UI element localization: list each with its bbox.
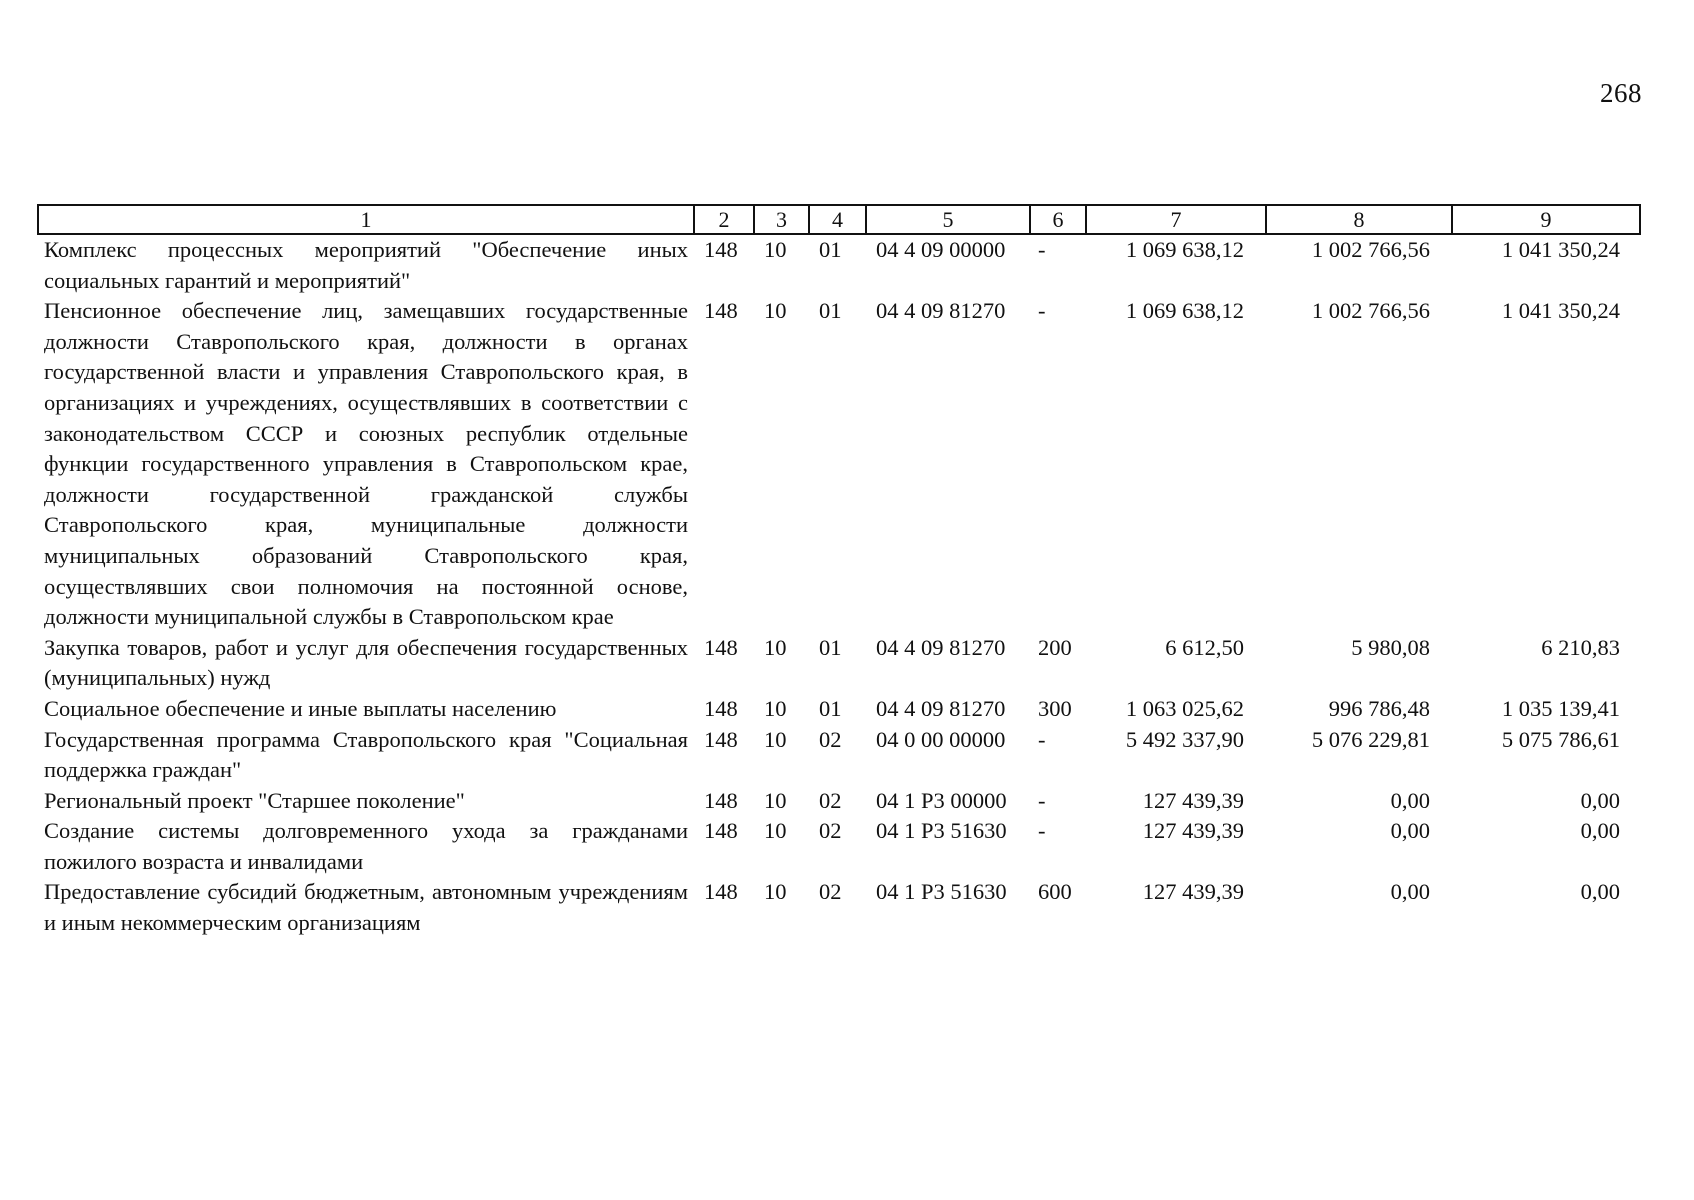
cell-target-code: 04 1 Р3 51630 <box>876 879 1007 905</box>
cell-expense-type: - <box>1038 237 1046 262</box>
cell-subsection-code: 02 <box>819 787 842 813</box>
cell-section-code: 10 <box>764 695 787 721</box>
cell-amount-col8: 0,00 <box>1390 818 1430 844</box>
cell-expense-type: 200 <box>1038 634 1072 660</box>
table-row <box>38 296 1640 633</box>
header-cell: 2 <box>694 205 754 234</box>
cell-section-code: 10 <box>764 726 787 752</box>
cell-amount-col9: 1 035 139,41 <box>1501 695 1620 721</box>
cell-expense-type: 600 <box>1038 879 1072 905</box>
cell-target-code: 04 0 00 00000 <box>876 726 1006 752</box>
cell-amount-col9: 0,00 <box>1580 787 1620 813</box>
header-cell: 7 <box>1086 205 1266 234</box>
cell-amount-col7: 1 063 025,62 <box>1125 695 1244 721</box>
table-body <box>38 234 1640 939</box>
row-name: Создание системы долговременного ухода за гражданами пожилого возраста и инвалидами <box>44 818 688 874</box>
cell-amount-col8: 5 076 229,81 <box>1311 726 1430 752</box>
header-cell: 5 <box>866 205 1030 234</box>
cell-ministry-code: 148 <box>704 237 738 262</box>
cell-subsection-code: 02 <box>819 818 842 844</box>
row-name: Комплекс процессных мероприятий "Обеспечение иных социальных гарантий и мероприятий" <box>44 237 688 293</box>
row-name: Государственная программа Ставропольского края "Социальная поддержка граждан" <box>44 726 688 783</box>
header-cell: 6 <box>1030 205 1086 234</box>
table-row <box>38 877 1640 938</box>
cell-amount-col7: 5 492 337,90 <box>1125 726 1244 752</box>
cell-amount-col7: 1 069 638,12 <box>1125 298 1244 324</box>
cell-ministry-code: 148 <box>704 634 738 660</box>
cell-expense-type: - <box>1038 787 1046 813</box>
cell-section-code: 10 <box>764 818 787 844</box>
cell-amount-col7: 127 439,39 <box>1142 879 1244 905</box>
cell-ministry-code: 148 <box>704 879 738 905</box>
cell-amount-col8: 1 002 766,56 <box>1311 298 1430 324</box>
cell-amount-col8: 0,00 <box>1390 879 1430 905</box>
cell-subsection-code: 01 <box>819 695 842 721</box>
cell-target-code: 04 4 09 81270 <box>876 298 1006 324</box>
table-row <box>38 633 1640 694</box>
cell-section-code: 10 <box>764 879 787 905</box>
cell-subsection-code: 02 <box>819 879 842 905</box>
cell-amount-col7: 127 439,39 <box>1142 787 1244 813</box>
row-name: Закупка товаров, работ и услуг для обеспечения государственных (муниципальных) нужд <box>44 634 688 691</box>
cell-amount-col8: 5 980,08 <box>1351 634 1430 660</box>
cell-target-code: 04 4 09 00000 <box>876 237 1006 262</box>
cell-target-code: 04 4 09 81270 <box>876 634 1006 660</box>
header-cell: 3 <box>754 205 809 234</box>
cell-amount-col9: 0,00 <box>1580 879 1620 905</box>
cell-section-code: 10 <box>764 237 787 262</box>
cell-subsection-code: 02 <box>819 726 842 752</box>
row-name: Социальное обеспечение и иные выплаты населению <box>44 695 557 721</box>
row-name: Пенсионное обеспечение лиц, замещавших государственные должности Ставропольского края, должности в органах государственной власти и управления Ставропольского края, в организациях и учреждениях, осуществлявших в соответствии с законодательством СССР и союзных республик отдельные функции государственного управления в Ставропольском крае, должности государственной гражданской службы Ставропольского края, муниципальные должности муниципальных образований Ставропольского края, осуществлявших свои полномочия на постоянной основе, должности муниципальной службы в Ставропольском крае <box>44 298 688 630</box>
cell-amount-col7: 127 439,39 <box>1142 818 1244 844</box>
cell-section-code: 10 <box>764 787 787 813</box>
budget-table <box>37 204 1641 939</box>
cell-amount-col7: 1 069 638,12 <box>1125 237 1244 262</box>
cell-amount-col8: 996 786,48 <box>1328 695 1430 721</box>
row-name: Региональный проект "Старшее поколение" <box>44 787 465 813</box>
cell-expense-type: - <box>1038 726 1046 752</box>
table-header <box>38 205 1640 234</box>
cell-section-code: 10 <box>764 298 787 324</box>
cell-ministry-code: 148 <box>704 298 738 324</box>
row-name: Предоставление субсидий бюджетным, автономным учреждениям и иным некоммерческим организациям <box>44 879 688 936</box>
header-cell: 4 <box>809 205 866 234</box>
cell-ministry-code: 148 <box>704 818 738 844</box>
cell-target-code: 04 1 Р3 51630 <box>876 818 1007 844</box>
cell-amount-col7: 6 612,50 <box>1165 634 1244 660</box>
cell-section-code: 10 <box>764 634 787 660</box>
cell-amount-col9: 0,00 <box>1580 818 1620 844</box>
header-cell: 9 <box>1452 205 1640 234</box>
cell-subsection-code: 01 <box>819 298 842 324</box>
cell-amount-col8: 0,00 <box>1390 787 1430 813</box>
cell-amount-col9: 6 210,83 <box>1541 634 1620 660</box>
table-row <box>38 694 1640 725</box>
cell-ministry-code: 148 <box>704 695 738 721</box>
header-cell: 8 <box>1266 205 1452 234</box>
table-row <box>38 234 1640 296</box>
cell-expense-type: - <box>1038 298 1046 324</box>
cell-target-code: 04 1 Р3 00000 <box>876 787 1007 813</box>
cell-amount-col9: 5 075 786,61 <box>1501 726 1620 752</box>
cell-target-code: 04 4 09 81270 <box>876 695 1006 721</box>
header-row <box>38 205 1640 234</box>
cell-subsection-code: 01 <box>819 634 842 660</box>
cell-ministry-code: 148 <box>704 787 738 813</box>
cell-amount-col9: 1 041 350,24 <box>1501 298 1620 324</box>
cell-amount-col8: 1 002 766,56 <box>1311 237 1430 262</box>
table-row <box>38 816 1640 877</box>
table-row <box>38 786 1640 817</box>
cell-subsection-code: 01 <box>819 237 842 262</box>
table-row <box>38 725 1640 786</box>
cell-amount-col9: 1 041 350,24 <box>1501 237 1620 262</box>
cell-expense-type: 300 <box>1038 695 1072 721</box>
cell-ministry-code: 148 <box>704 726 738 752</box>
cell-expense-type: - <box>1038 818 1046 844</box>
header-cell: 1 <box>38 205 694 234</box>
page-number: 268 <box>1600 78 1642 108</box>
